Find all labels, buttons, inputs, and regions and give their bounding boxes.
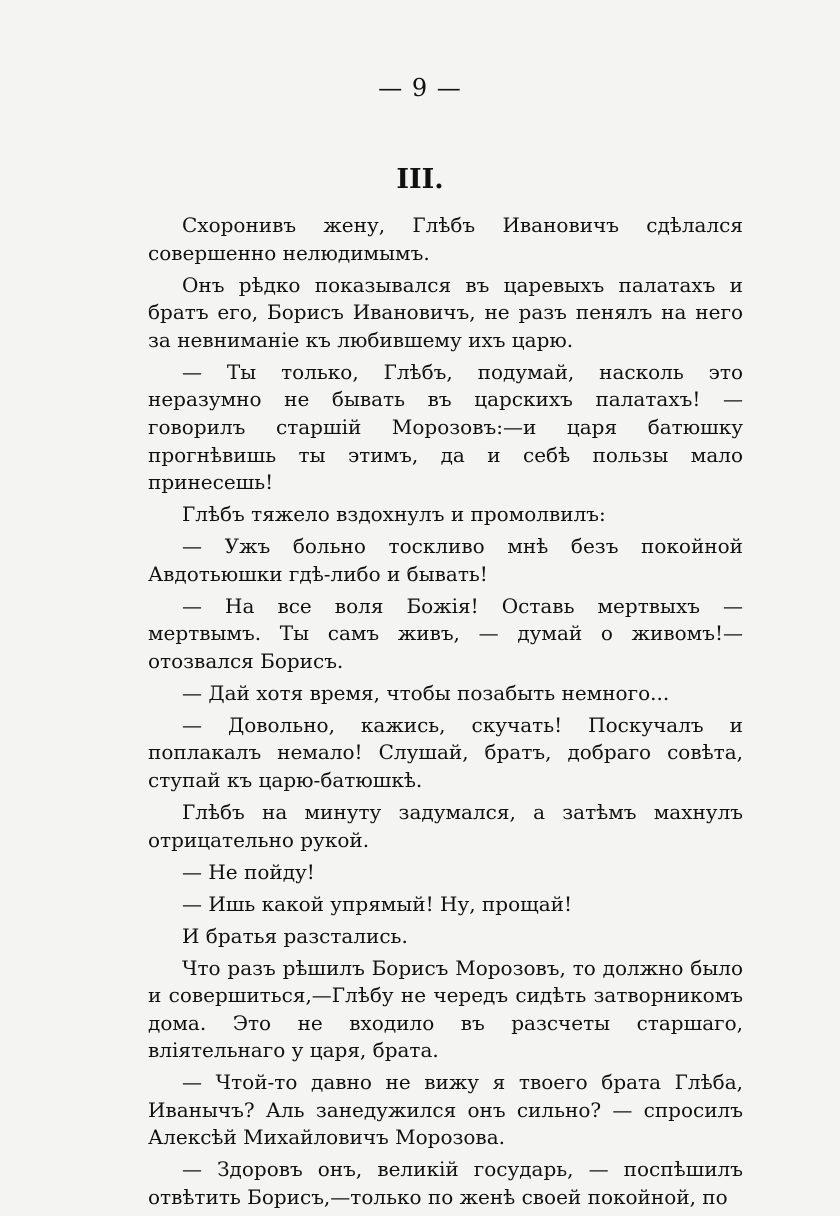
paragraph: — Здоровъ онъ, великій государь, — поспѣшилъ отвѣтить Борисъ,—только по женѣ своей покойной, по [148,1157,743,1210]
paragraph: Глѣбъ на минуту задумался, а затѣмъ махнулъ отрицательно рукой. [148,800,743,852]
paragraph: — Не пойду! [182,859,315,884]
paragraph: — Чтой-то давно не вижу я твоего брата Глѣба, Иванычъ? Аль занедужился онъ сильно? — спросилъ Алексѣй Михайловичъ Морозова. [148,1070,743,1150]
paragraph: — Ужъ больно тоскливо мнѣ безъ покойной Авдотьюшки гдѣ-либо и бывать! [148,534,743,586]
paragraph: — Ишь какой упрямый! Ну, прощай! [182,891,572,916]
paragraph: — На все воля Божія! Оставь мертвыхъ — мертвымъ. Ты самъ живъ, — думай о живомъ!—отозвался Борисъ. [148,593,743,673]
paragraph: Схоронивъ жену, Глѣбъ Ивановичъ сдѣлался совершенно нелюдимымъ. [148,213,743,265]
paragraph: Что разъ рѣшилъ Борисъ Морозовъ, то должно было и совершиться,—Глѣбу не чередъ сидѣть затворникомъ дома. Это не входило въ разсчеты старшаго, вліятельнаго у царя, брата. [148,955,743,1063]
paragraph: — Ты только, Глѣбъ, подумай, насколь это неразумно не бывать въ царскихъ палатахъ! — говорилъ старшій Морозовъ:—и царя батюшку прогнѣвишь ты этимъ, да и себѣ пользы мало принесешь! [148,359,743,495]
paragraph: — Дай хотя время, чтобы позабыть немного... [182,680,670,705]
paragraph: — Довольно, кажись, скучать! Поскучалъ и поплакалъ немало! Слушай, братъ, добраго совѣта, ступай къ царю-батюшкѣ. [148,712,743,793]
page-number: — 9 — [378,74,462,102]
paragraph: Глѣбъ тяжело вздохнулъ и промолвилъ: [182,502,606,527]
body-text [148,212,743,1216]
paragraph: Онъ рѣдко показывался въ царевыхъ палатахъ и братъ его, Борисъ Ивановичъ, не разъ пенялъ на него за невниманіе къ любившему ихъ царю. [148,272,743,352]
chapter-heading: III. [396,164,444,195]
paragraph: И братья разстались. [182,923,408,948]
